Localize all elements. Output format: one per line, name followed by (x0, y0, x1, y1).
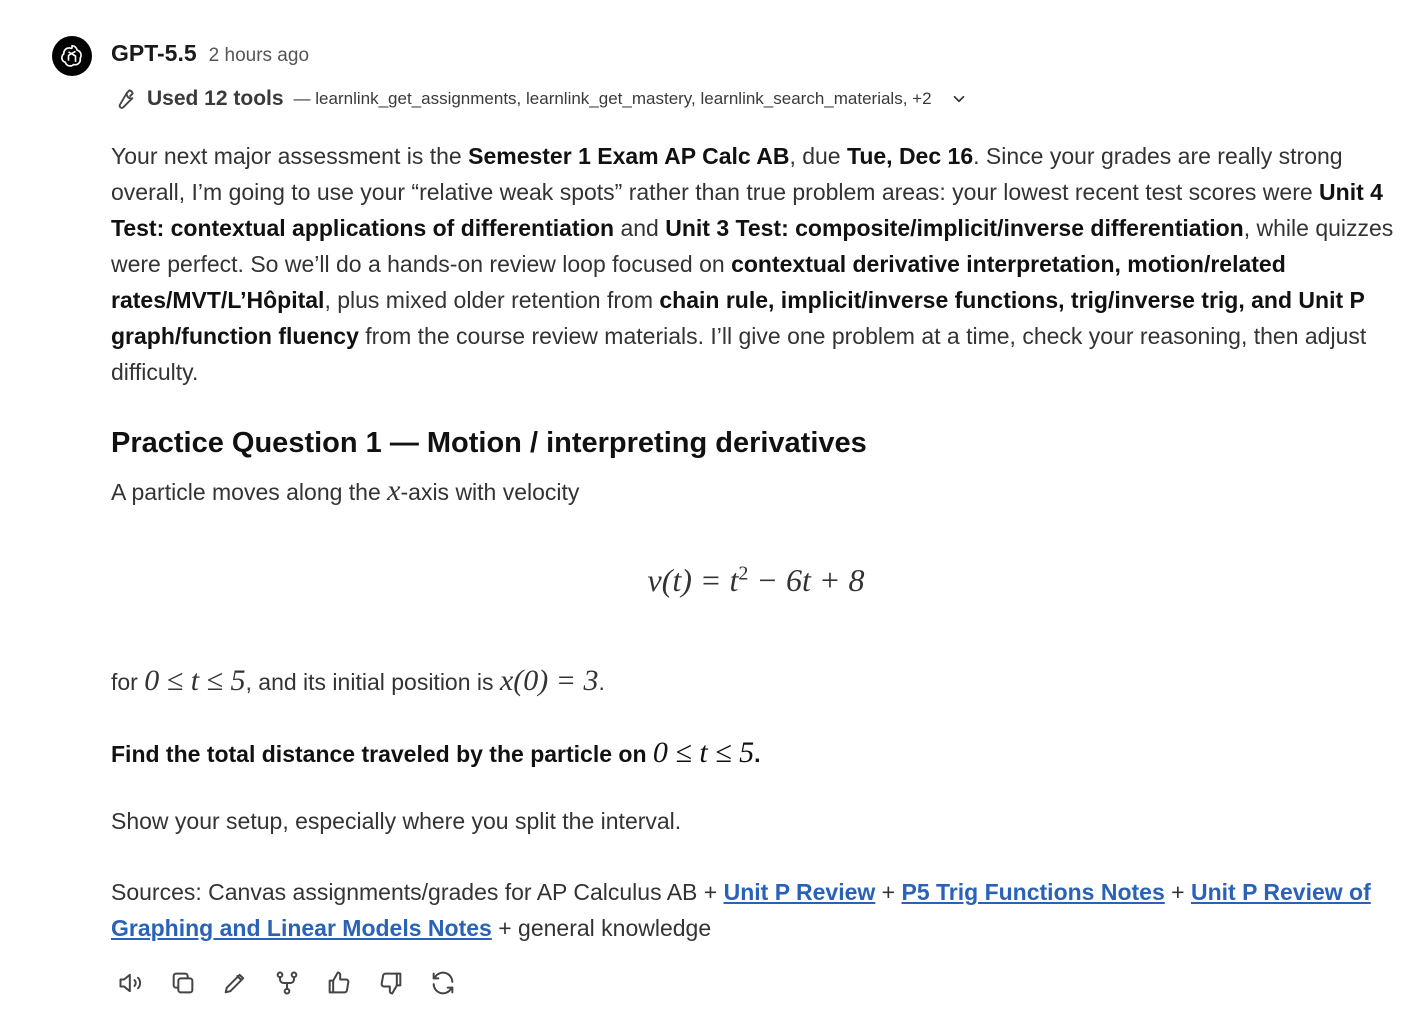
question-prompt: Find the total distance traveled by the particle on 0 ≤ t ≤ 5. (111, 736, 761, 769)
interval-statement: for 0 ≤ t ≤ 5, and its initial position is x(0) = 3. (111, 664, 605, 697)
tools-summary[interactable] (111, 86, 968, 112)
wrench-icon (111, 86, 137, 112)
tools-label: Used 12 tools (147, 87, 284, 110)
model-name: GPT-5.5 (111, 40, 197, 66)
message-timestamp: 2 hours ago (208, 45, 310, 66)
thumbs-up-icon[interactable] (324, 968, 354, 998)
sources-line: Sources: Canvas assignments/grades for AP Calculus AB + Unit P Review + P5 Trig Functions Notes + Unit P Review of Graphing and Linear Models Notes + general knowledge (111, 879, 1371, 941)
regenerate-icon[interactable] (428, 968, 458, 998)
edit-icon[interactable] (220, 968, 250, 998)
assistant-avatar (52, 36, 92, 76)
question-instruction: Show your setup, especially where you split the interval. (111, 808, 682, 834)
source-link-unit-p-review[interactable]: Unit P Review (723, 879, 876, 905)
chevron-down-icon[interactable] (950, 90, 968, 108)
thumbs-down-icon[interactable] (376, 968, 406, 998)
message-header (111, 40, 309, 67)
message-actions (116, 968, 458, 998)
source-link-p5-trig-notes[interactable]: P5 Trig Functions Notes (901, 879, 1165, 905)
intro-paragraph: Your next major assessment is the Semester 1 Exam AP Calc AB, due Tue, Dec 16. Since your grades are really strong overall, I’m going to use your “relative weak spots” rather than true problem areas: your lowest recent test scores were Unit 4 Test: contextual applications of differentiation and Unit 3 Test: composite/implicit/inverse differentiation, while quizzes were perfect. So we’ll do a hands-on review loop focused on contextual derivative interpretation, motion/related rates/MVT/L’Hôpital, plus mixed older retention from chain rule, implicit/inverse functions, trig/inverse trig, and Unit P graph/function fluency from the course review materials. I’ll give one problem at a time, check your reasoning, then adjust difficulty. (111, 143, 1394, 385)
openai-logo-icon (58, 42, 86, 70)
tools-list: — learnlink_get_assignments, learnlink_get_mastery, learnlink_search_materials, +2 (293, 89, 932, 108)
velocity-equation: $v(t) = t^2 - 6t + 8$ (647, 562, 865, 598)
branch-icon[interactable] (272, 968, 302, 998)
copy-icon[interactable] (168, 968, 198, 998)
read-aloud-icon[interactable] (116, 968, 146, 998)
question-title: Practice Question 1 — Motion / interpreting derivatives (111, 427, 867, 459)
source-link-unit-p-graphing-notes[interactable]: Unit P Review of Graphing and Linear Models Notes (111, 879, 1371, 941)
question-intro: A particle moves along the x-axis with velocity (111, 474, 580, 507)
